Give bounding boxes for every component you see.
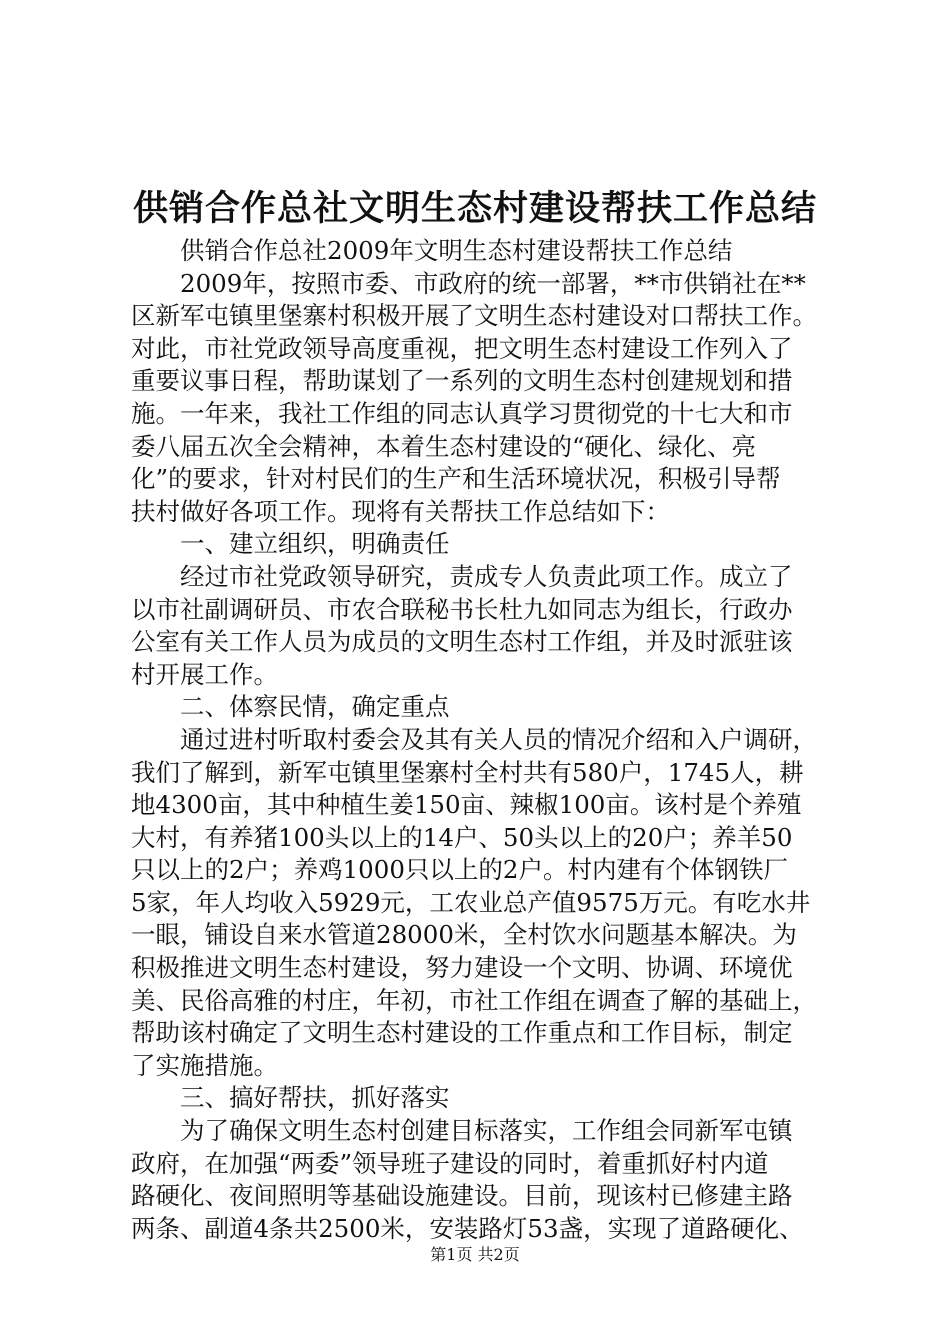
text-line: 村开展工作。	[131, 659, 278, 689]
text-line: 以市社副调研员、市农合联秘书长杜九如同志为组长，行政办	[131, 594, 793, 624]
text-line: 两条、副道4条共2500米，安装路灯53盏，实现了道路硬化、	[131, 1213, 804, 1243]
text-line: 重要议事日程，帮助谋划了一系列的文明生态村创建规划和措	[131, 366, 793, 396]
text-line: 大村，有养猪100头以上的14户、50头以上的20户；养羊50	[131, 822, 793, 852]
text-line: 了实施措施。	[131, 1050, 278, 1080]
text-line: 一眼，铺设自来水管道28000米，全村饮水问题基本解决。为	[131, 920, 797, 950]
text-line: 政府，在加强“两委”领导班子建设的同时，着重抓好村内道	[131, 1148, 769, 1178]
text-line: 公室有关工作人员为成员的文明生态村工作组，并及时派驻该	[131, 627, 793, 657]
page-footer: 第1页 共2页	[430, 1245, 520, 1264]
text-line: 供销合作总社2009年文明生态村建设帮扶工作总结	[131, 236, 733, 265]
text-line: 地4300亩，其中种植生姜150亩、辣椒100亩。该村是个养殖	[131, 790, 802, 820]
text-line: 区新军屯镇里堡寨村积极开展了文明生态村建设对口帮扶工作。	[131, 301, 817, 331]
text-line: 5家，年人均收入5929元，工农业总产值9575万元。有吃水井	[131, 887, 811, 917]
text-line: 经过市社党政领导研究，责成专人负责此项工作。成立了	[131, 561, 793, 591]
text-line: 扶村做好各项工作。现将有关帮扶工作总结如下：	[131, 496, 670, 526]
text-line: 通过进村听取村委会及其有关人员的情况介绍和入户调研，	[131, 724, 817, 754]
document-body	[131, 235, 851, 1245]
text-line: 施。一年来，我社工作组的同志认真学习贯彻党的十七大和市	[131, 398, 793, 428]
document-title: 供销合作总社文明生态村建设帮扶工作总结	[132, 188, 817, 229]
text-line: 路硬化、夜间照明等基础设施建设。目前，现该村已修建主路	[131, 1181, 793, 1211]
text-line: 积极推进文明生态村建设，努力建设一个文明、协调、环境优	[131, 953, 793, 983]
text-line: 只以上的2户；养鸡1000只以上的2户。村内建有个体钢铁厂	[131, 855, 789, 885]
text-line: 一、建立组织，明确责任	[131, 529, 450, 559]
text-line: 2009年，按照市委、市政府的统一部署，**市供销社在**	[131, 268, 806, 298]
text-line: 三、搞好帮扶，抓好落实	[131, 1083, 450, 1113]
text-line: 委八届五次全会精神，本着生态村建设的“硬化、绿化、亮	[131, 431, 757, 461]
text-line: 对此，市社党政领导高度重视，把文明生态村建设工作列入了	[131, 333, 793, 363]
text-line: 化”的要求，针对村民们的生产和生活环境状况，积极引导帮	[131, 464, 781, 494]
text-line: 帮助该村确定了文明生态村建设的工作重点和工作目标，制定	[131, 1018, 793, 1048]
text-line: 二、体察民情，确定重点	[131, 692, 450, 722]
text-line: 我们了解到，新军屯镇里堡寨村全村共有580户，1745人，耕	[131, 757, 804, 787]
text-line: 美、民俗高雅的村庄，年初，市社工作组在调查了解的基础上，	[131, 985, 817, 1015]
text-line: 为了确保文明生态村创建目标落实，工作组会同新军屯镇	[131, 1116, 793, 1146]
